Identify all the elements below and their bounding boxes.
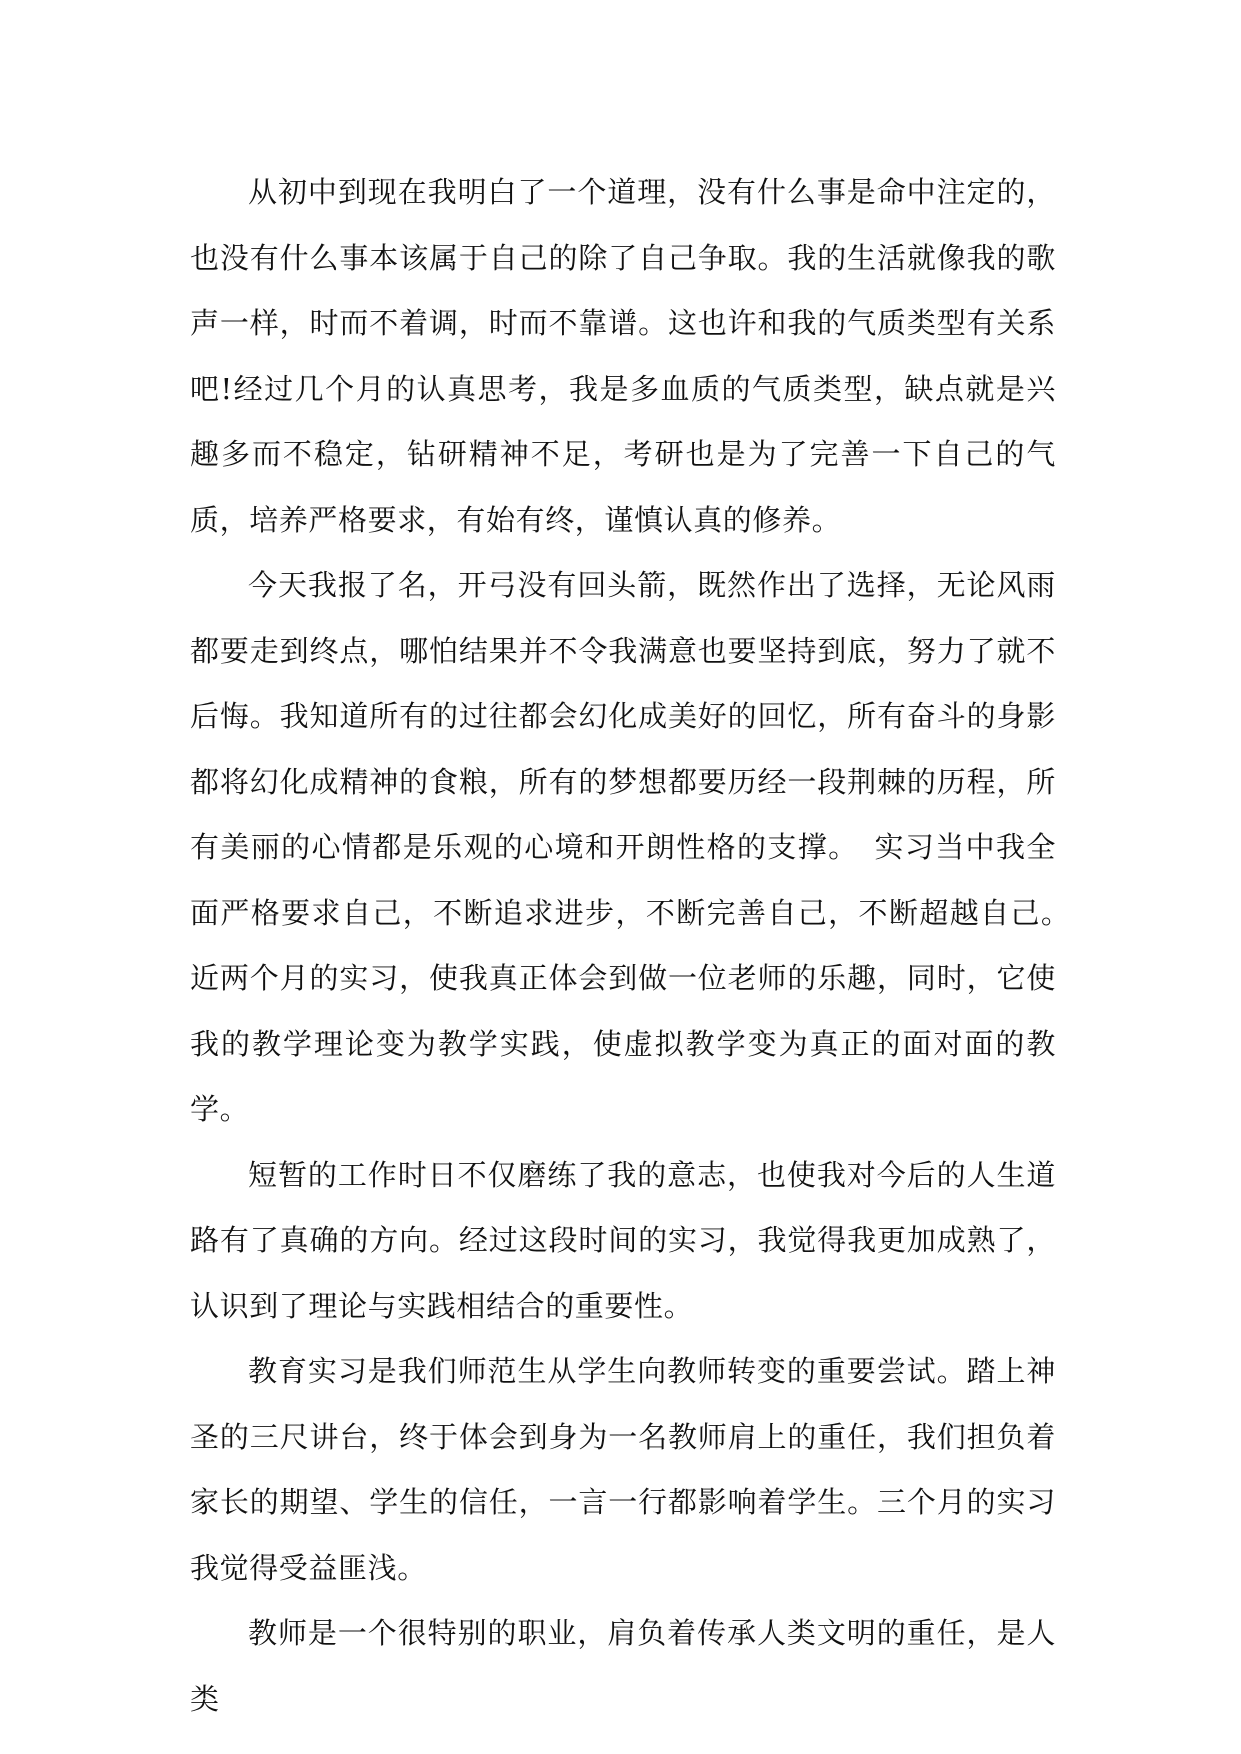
paragraph-5: 教师是一个很特别的职业，肩负着传承人类文明的重任，是人类 (190, 1616, 1056, 1716)
document-body (190, 160, 1086, 1732)
paragraph-4: 教育实习是我们师范生从学生向教师转变的重要尝试。踏上神圣的三尺讲台，终于体会到身为一名教师肩上的重任，我们担负着家长的期望、学生的信任，一言一行都影响着学生。三个月的实习我觉得受益匪浅。 (190, 1354, 1056, 1585)
paragraph-3: 短暂的工作时日不仅磨练了我的意志，也使我对今后的人生道路有了真确的方向。经过这段时间的实习，我觉得我更加成熟了，认识到了理论与实践相结合的重要性。 (190, 1157, 1056, 1323)
paragraph-2: 今天我报了名，开弓没有回头箭，既然作出了选择，无论风雨都要走到终点，哪怕结果并不令我满意也要坚持到底，努力了就不后悔。我知道所有的过往都会幻化成美好的回忆，所有奋斗的身影都将幻化成精神的食粮，所有的梦想都要历经一段荆棘的历程，所有美丽的心情都是乐观的心境和开朗性格的支撑。 实习当中我全面严格要求自己，不断追求进步，不断完善自己，不断超越自己。 近两个月的实习，使我真正体会到做一位老师的乐趣，同时，它使我的教学理论变为教学实践，使虚拟教学变为真正的面对面的教学。 (190, 568, 1086, 1126)
paragraph-1: 从初中到现在我明白了一个道理，没有什么事是命中注定的，也没有什么事本该属于自己的除了自己争取。我的生活就像我的歌声一样，时而不着调，时而不靠谱。这也许和我的气质类型有关系吧!经过几个月的认真思考，我是多血质的气质类型，缺点就是兴趣多而不稳定，钻研精神不足，考研也是为了完善一下自己的气质，培养严格要求，有始有终，谨慎认真的修养。 (190, 175, 1056, 537)
